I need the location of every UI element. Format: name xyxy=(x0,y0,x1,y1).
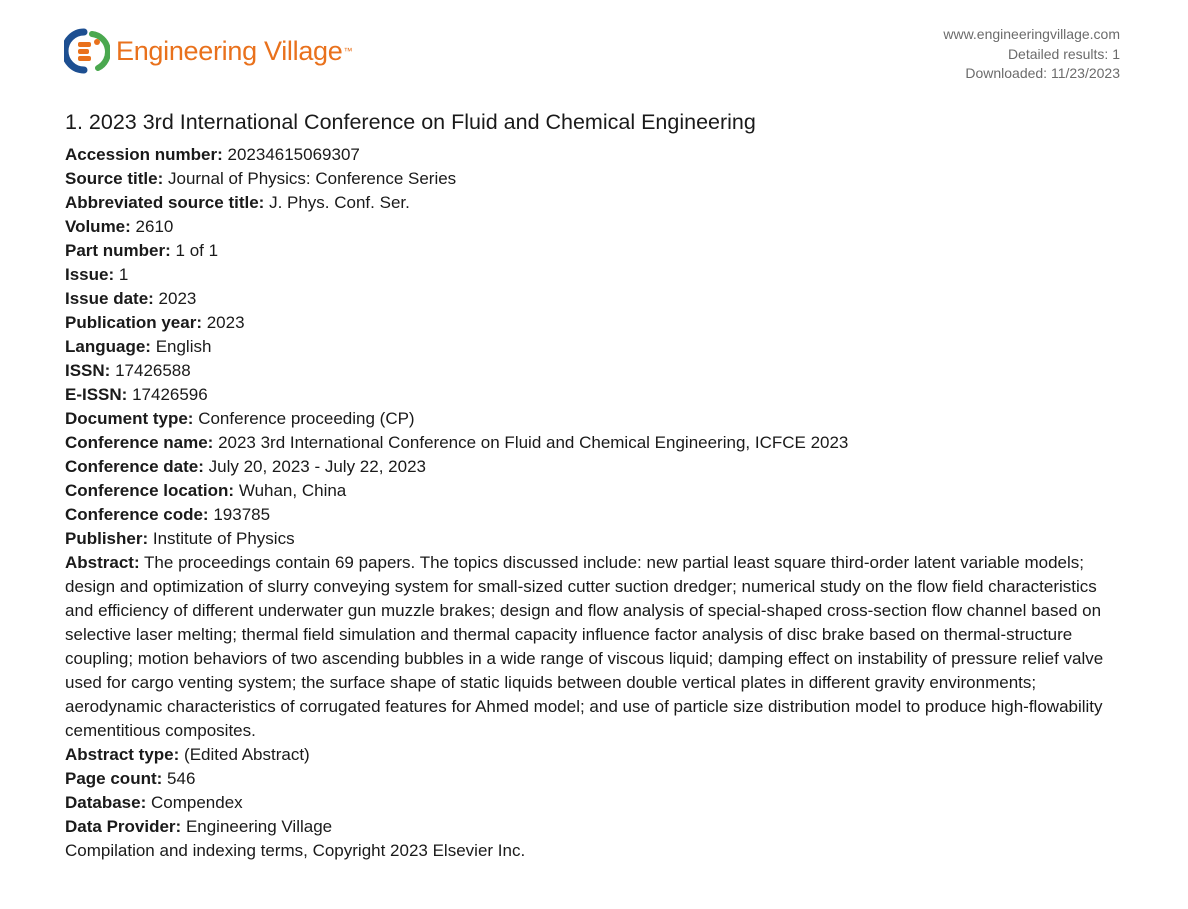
copyright-notice: Compilation and indexing terms, Copyright 2023 Elsevier Inc. xyxy=(65,841,526,860)
logo-trademark: ™ xyxy=(343,46,353,56)
field-value: English xyxy=(155,337,212,356)
field-part-number xyxy=(65,239,1125,263)
field-database xyxy=(65,791,1125,815)
logo-wordmark: Engineering Village xyxy=(116,35,343,66)
field-label: Accession number: xyxy=(65,145,223,164)
field-value: 2610 xyxy=(135,217,174,236)
field-value: 2023 3rd International Conference on Fluid and Chemical Engineering, ICFCE 2023 xyxy=(218,433,849,452)
field-document-type xyxy=(65,407,1125,431)
field-label: Source title: xyxy=(65,169,164,188)
field-label: Page count: xyxy=(65,769,163,788)
field-value: 20234615069307 xyxy=(227,145,360,164)
field-value: Compendex xyxy=(151,793,243,812)
engineering-village-logo-icon xyxy=(64,28,110,74)
field-label: Conference name: xyxy=(65,433,214,452)
field-label: Abbreviated source title: xyxy=(65,193,265,212)
field-issue-date xyxy=(65,287,1125,311)
field-label: Language: xyxy=(65,337,151,356)
engineering-village-logo xyxy=(64,28,352,74)
download-meta xyxy=(943,25,1120,84)
site-url: www.engineeringvillage.com xyxy=(943,26,1120,42)
field-value: 1 xyxy=(118,265,129,284)
field-abbreviated-source-title xyxy=(65,191,1125,215)
field-value: Engineering Village xyxy=(185,817,333,836)
field-label: ISSN: xyxy=(65,361,111,380)
field-conference-date xyxy=(65,455,1125,479)
field-page-count xyxy=(65,767,1125,791)
field-issn xyxy=(65,359,1125,383)
field-value: 2023 xyxy=(158,289,197,308)
field-label: E-ISSN: xyxy=(65,385,128,404)
field-e-issn xyxy=(65,383,1125,407)
field-publisher xyxy=(65,527,1125,551)
field-conference-name xyxy=(65,431,1125,455)
field-value: 17426596 xyxy=(132,385,208,404)
field-label: Document type: xyxy=(65,409,194,428)
field-label: Publication year: xyxy=(65,313,202,332)
field-label: Issue: xyxy=(65,265,115,284)
field-label: Conference code: xyxy=(65,505,209,524)
field-issue xyxy=(65,263,1125,287)
field-value: Wuhan, China xyxy=(238,481,347,500)
field-value: 1 of 1 xyxy=(175,241,219,260)
field-value: Journal of Physics: Conference Series xyxy=(167,169,457,188)
field-label: Conference location: xyxy=(65,481,235,500)
field-value: 2023 xyxy=(206,313,245,332)
field-label: Volume: xyxy=(65,217,131,236)
field-label: Database: xyxy=(65,793,147,812)
field-accession-number xyxy=(65,143,1125,167)
detailed-results-count: Detailed results: 1 xyxy=(1007,45,1120,62)
field-language xyxy=(65,335,1125,359)
field-abstract xyxy=(65,551,1125,743)
record-fields xyxy=(65,143,1125,863)
field-abstract-type xyxy=(65,743,1125,767)
field-label: Issue date: xyxy=(65,289,154,308)
abstract-text: The proceedings contain 69 papers. The topics discussed include: new partial least square third-order latent variable models; design and optimization of slurry conveying system for small-sized cutter suction dredger; numerical study on the flow field characteristics and efficiency of different underwater gun muzzle brakes; design and flow analysis of special-shaped cross-section flow channel based on selective laser melting; thermal field simulation and thermal capacity influence factor analysis of disc brake based on thermal-structure coupling; motion behaviors of two ascending bubbles in a wide range of viscous liquid; damping effect on instability of pressure relief valve used for cargo venting system; the surface shape of static liquids between double vertical plates in different gravity environments; aerodynamic characteristics of corrugated features for Ahmed model; and use of particle size distribution model to produce high-flowability cementitious composites. xyxy=(65,553,1104,740)
field-value: J. Phys. Conf. Ser. xyxy=(269,193,410,212)
field-publication-year xyxy=(65,311,1125,335)
field-value: 546 xyxy=(167,769,196,788)
field-value: Institute of Physics xyxy=(152,529,295,548)
field-conference-code xyxy=(65,503,1125,527)
field-value: July 20, 2023 - July 22, 2023 xyxy=(208,457,426,476)
field-source-title xyxy=(65,167,1125,191)
field-value: 17426588 xyxy=(115,361,191,380)
field-label: Data Provider: xyxy=(65,817,182,836)
field-label: Abstract type: xyxy=(65,745,180,764)
download-date: Downloaded: 11/23/2023 xyxy=(965,65,1120,81)
field-value: 193785 xyxy=(213,505,271,524)
field-value: (Edited Abstract) xyxy=(184,745,310,764)
field-conference-location xyxy=(65,479,1125,503)
field-label: Part number: xyxy=(65,241,171,260)
field-label: Abstract: xyxy=(65,553,140,572)
record-title: 1. 2023 3rd International Conference on Fluid and Chemical Engineering xyxy=(65,110,756,134)
field-volume xyxy=(65,215,1125,239)
field-label: Publisher: xyxy=(65,529,149,548)
field-label: Conference date: xyxy=(65,457,204,476)
field-value: Conference proceeding (CP) xyxy=(198,409,415,428)
field-data-provider xyxy=(65,815,1125,839)
